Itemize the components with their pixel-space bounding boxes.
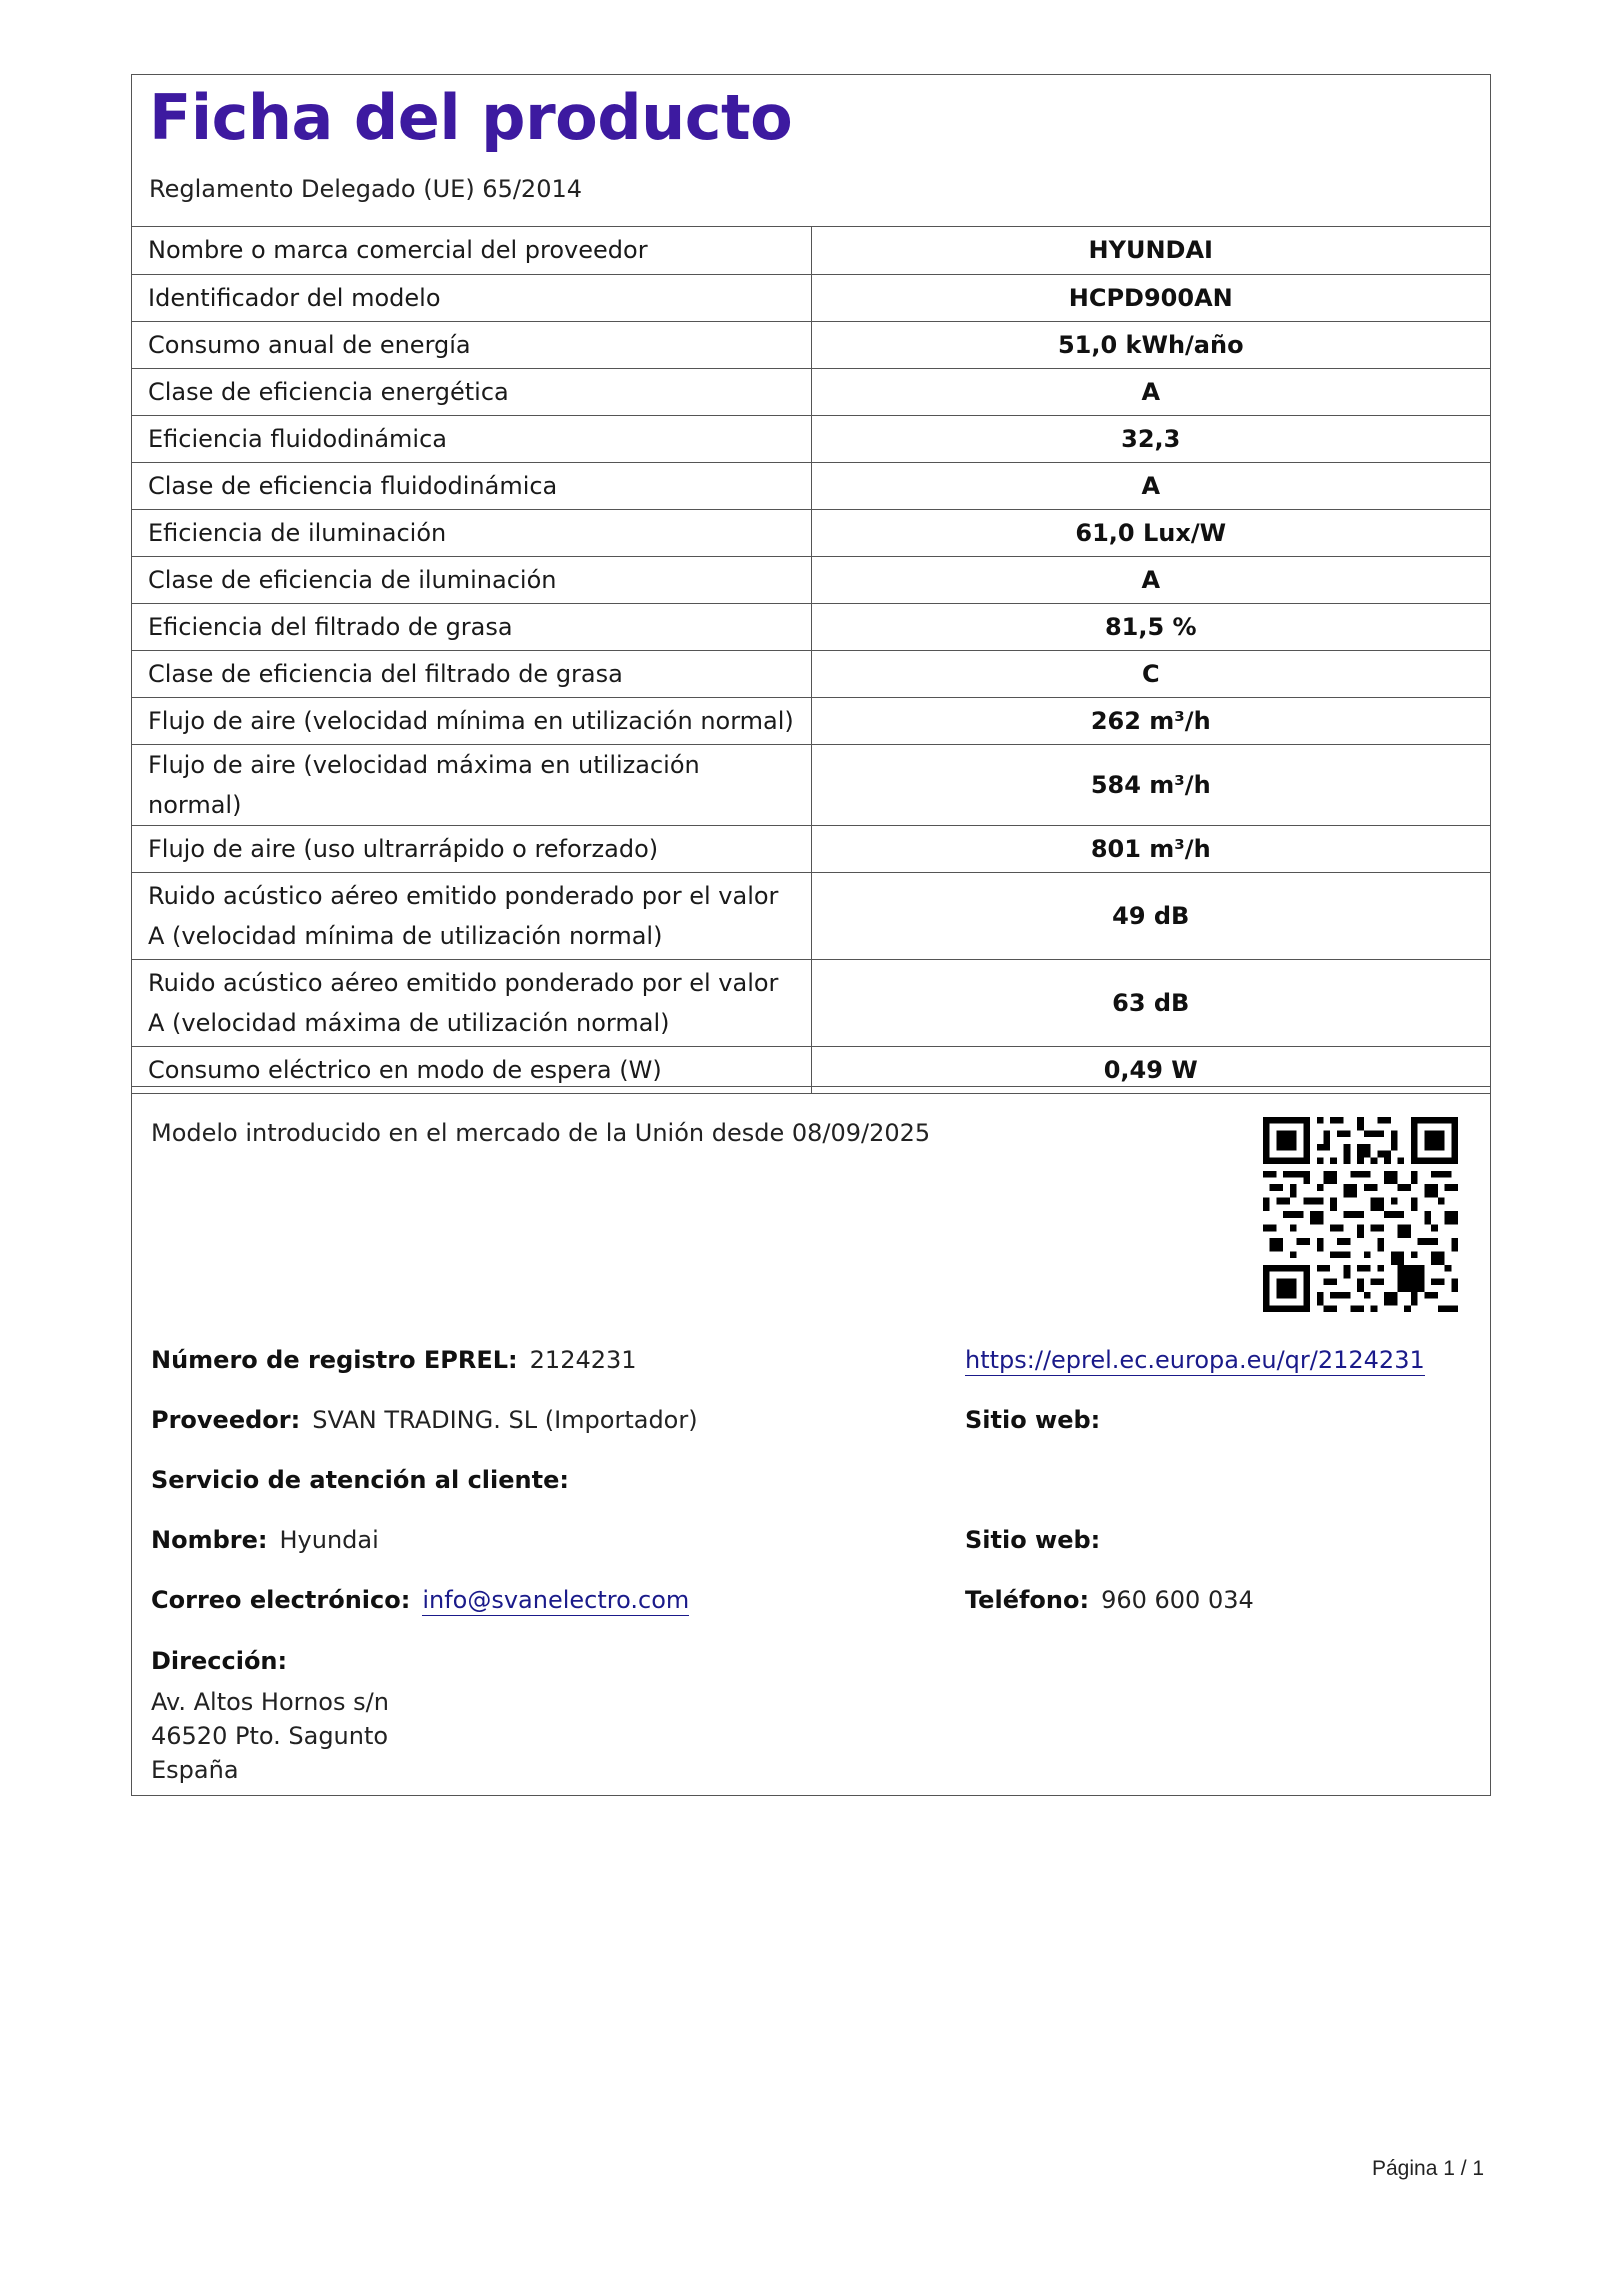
website-label: Sitio web: [965,1526,1101,1554]
eprel-number [151,1346,637,1374]
phone-value: 960 600 034 [1101,1586,1254,1614]
supplier-info-box [131,1086,1491,1796]
qr-code-icon[interactable] [1263,1117,1458,1312]
row-label: Ruido acústico aéreo emitido ponderado por el valor A (velocidad mínima de utilización normal) [132,872,811,959]
row-value: 81,5 % [811,603,1490,650]
regulation-subtitle: Reglamento Delegado (UE) 65/2014 [149,175,583,203]
row-value: 61,0 Lux/W [811,509,1490,556]
table-row [132,321,1490,368]
table-row [132,462,1490,509]
row-label: Flujo de aire (velocidad máxima en utilización normal) [132,744,811,825]
row-label: Flujo de aire (velocidad mínima en utilización normal) [132,697,811,744]
row-label: Consumo eléctrico en modo de espera (W) [132,1046,811,1093]
email-label: Correo electrónico: [151,1586,411,1614]
table-row [132,368,1490,415]
row-label: Clase de eficiencia fluidodinámica [132,462,811,509]
customer-service-line [151,1466,581,1494]
eprel-link-line [965,1346,1425,1374]
table-row [132,603,1490,650]
table-row [132,415,1490,462]
eprel-value: 2124231 [529,1346,637,1374]
name-line [151,1526,379,1554]
table-row [132,744,1490,825]
table-row [132,650,1490,697]
table-row [132,872,1490,959]
row-value: A [811,462,1490,509]
eprel-link[interactable]: https://eprel.ec.europa.eu/qr/2124231 [965,1346,1425,1374]
row-value: 584 m³/h [811,744,1490,825]
row-value: A [811,368,1490,415]
table-row [132,959,1490,1046]
supplier-line [151,1406,698,1434]
row-label: Identificador del modelo [132,274,811,321]
row-value: 262 m³/h [811,697,1490,744]
row-value: 63 dB [811,959,1490,1046]
row-label: Nombre o marca comercial del proveedor [132,227,811,274]
website-label: Sitio web: [965,1406,1101,1434]
row-label: Eficiencia de iluminación [132,509,811,556]
row-value: 49 dB [811,872,1490,959]
phone-line [965,1586,1254,1614]
table-row [132,227,1490,274]
supplier-label: Proveedor: [151,1406,301,1434]
table-row [132,825,1490,872]
spec-table [132,227,1490,1093]
table-row [132,274,1490,321]
sheet-header [132,75,1490,227]
row-value: 0,49 W [811,1046,1490,1093]
table-row [132,697,1490,744]
website-line-2 [965,1526,1112,1554]
email-link[interactable]: info@svanelectro.com [422,1586,690,1614]
page-number: Página 1 / 1 [1372,2157,1485,2180]
address-city: 46520 Pto. Sagunto [151,1722,389,1750]
eprel-label: Número de registro EPREL: [151,1346,518,1374]
row-value: C [811,650,1490,697]
row-value: HYUNDAI [811,227,1490,274]
address-line [151,1647,299,1675]
address-block [151,1685,389,1787]
table-row [132,509,1490,556]
email-line [151,1586,689,1614]
row-value: 801 m³/h [811,825,1490,872]
phone-label: Teléfono: [965,1586,1090,1614]
supplier-value: SVAN TRADING. SL (Importador) [312,1406,698,1434]
row-value: 32,3 [811,415,1490,462]
name-value: Hyundai [279,1526,379,1554]
row-label: Consumo anual de energía [132,321,811,368]
product-sheet [131,74,1491,1094]
row-value: HCPD900AN [811,274,1490,321]
table-row [132,556,1490,603]
row-label: Ruido acústico aéreo emitido ponderado por el valor A (velocidad máxima de utilización normal) [132,959,811,1046]
row-label: Flujo de aire (uso ultrarrápido o reforzado) [132,825,811,872]
address-street: Av. Altos Hornos s/n [151,1688,389,1716]
row-value: 51,0 kWh/año [811,321,1490,368]
row-label: Eficiencia fluidodinámica [132,415,811,462]
row-label: Clase de eficiencia de iluminación [132,556,811,603]
row-label: Clase de eficiencia del filtrado de grasa [132,650,811,697]
page-title: Ficha del producto [149,81,793,154]
row-label: Clase de eficiencia energética [132,368,811,415]
name-label: Nombre: [151,1526,268,1554]
address-country: España [151,1756,239,1784]
address-label: Dirección: [151,1647,288,1675]
customer-service-label: Servicio de atención al cliente: [151,1466,569,1494]
market-date: Modelo introducido en el mercado de la Unión desde 08/09/2025 [151,1119,931,1147]
row-value: A [811,556,1490,603]
website-line-1 [965,1406,1112,1434]
row-label: Eficiencia del filtrado de grasa [132,603,811,650]
